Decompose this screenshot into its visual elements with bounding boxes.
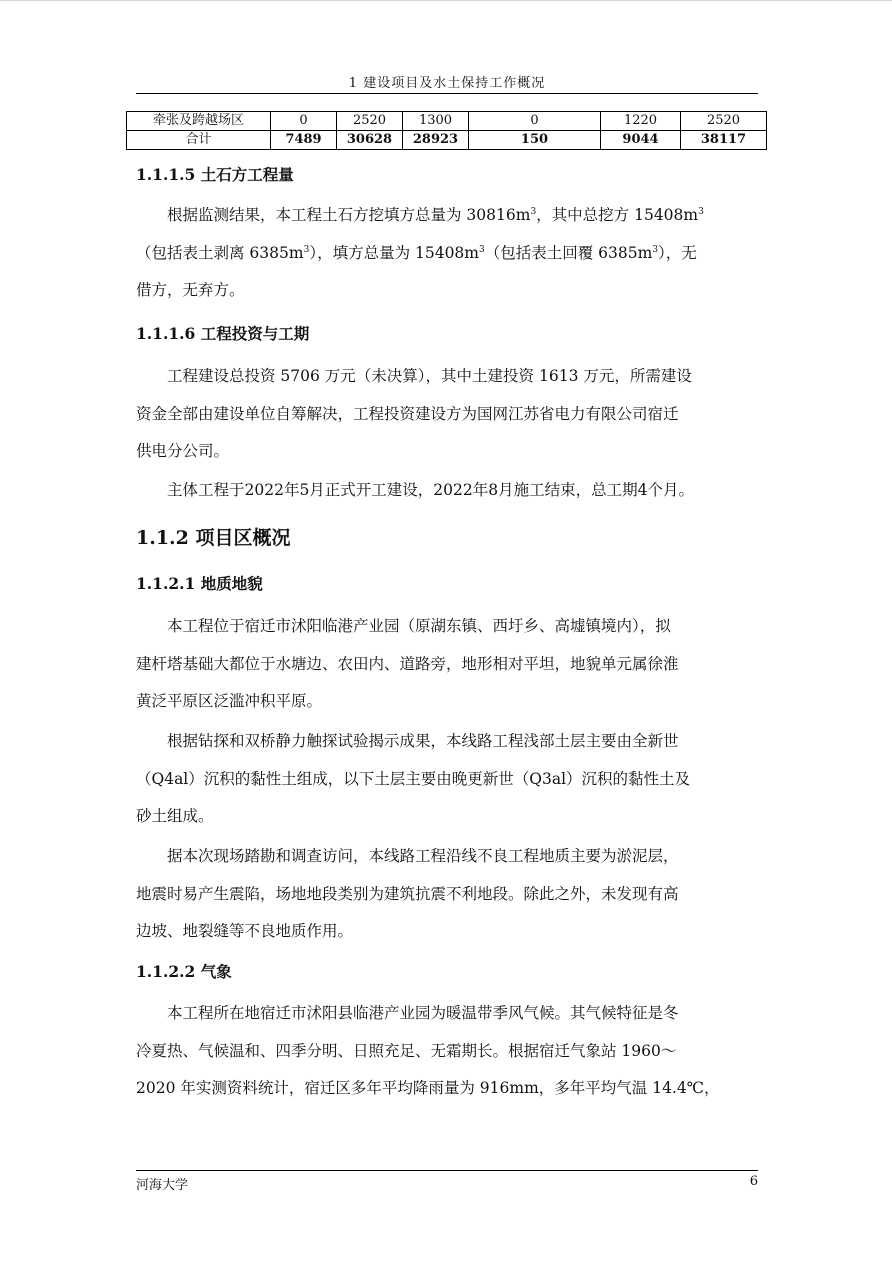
table-cell: 0 [469,112,601,131]
table-cell: 9044 [601,131,681,150]
table-cell: 7489 [271,131,337,150]
running-header: 1 建设项目及水土保持工作概况 [348,76,546,91]
earthwork-paragraph: 根据监测结果，本工程土石方挖填方总量为 $30816m^3$，其中总挖方 $15408m^3$ （包括表土剥离 $6385m^3$），填方总量为 $15408m^3$（包括表土回覆 $6385m^3$），无 借方，无弃方。 [136,206,704,299]
section-heading-1116: 1.1.1.6 工程投资与工期 [136,324,310,343]
page-number: 6 [749,1174,758,1189]
table-cell: 28923 [403,131,469,150]
section-heading-1122: 1.1.2.2 气象 [136,962,232,981]
table-cell: 2520 [681,112,767,131]
table-row [127,112,767,131]
earthwork-table [126,111,767,150]
section-heading-1121: 1.1.2.1 地质地貌 [136,574,263,593]
header-rule [136,93,758,94]
climate-paragraph: 本工程所在地宿迁市沭阳县临港产业园为暖温带季风气候。其气候特征是冬 冷夏热、气候温和、四季分明、日照充足、无霜期长。根据宿迁气象站 1960～ 2020 年实测资料统计，宿迁区多年平均降雨量为 916mm，多年平均气温 14.4℃， [136,1004,720,1097]
page-top-border [0,0,892,1]
geology-paragraph-2: 根据钻探和双桥静力触探试验揭示成果，本线路工程浅部土层主要由全新世 （Q4al）沉积的黏性土组成，以下土层主要由晚更新世（Q3al）沉积的黏性土及 砂土组成。 [136,732,691,825]
investment-paragraph: 工程建设总投资 5706 万元（未决算），其中土建投资 1613 万元，所需建设 资金全部由建设单位自筹解决，工程投资建设方为国网江苏省电力有限公司宿迁 供电分公司。 [136,367,692,460]
geology-paragraph-1: 本工程位于宿迁市沭阳临港产业园（原湖东镇、西圩乡、高墟镇境内），拟 建杆塔基础大都位于水塘边、农田内、道路旁，地形相对平坦，地貌单元属徐淮 黄泛平原区泛滥冲积平原。 [136,617,679,710]
footer-rule [136,1170,758,1171]
table-cell: 38117 [681,131,767,150]
footer-organization: 河海大学 [136,1178,189,1193]
table-cell-area: 合计 [127,131,271,150]
section-heading-1115: 1.1.1.5 土石方工程量 [136,165,294,184]
table-cell: 1220 [601,112,681,131]
schedule-paragraph: 主体工程于2022年5月正式开工建设，2022年8月施工结束，总工期4个月。 [167,481,694,499]
geology-paragraph-3: 据本次现场踏勘和调查访问，本线路工程沿线不良工程地质主要为淤泥层， 地震时易产生震陷，场地地段类别为建筑抗震不利地段。除此之外，未发现有高 边坡、地裂缝等不良地质作用。 [136,847,679,940]
table-cell: 1300 [403,112,469,131]
section-heading-112: 1.1.2 项目区概况 [136,527,291,549]
table-row-total [127,131,767,150]
table-cell: 0 [271,112,337,131]
table-cell-area: 牵张及跨越场区 [127,112,271,131]
table-cell: 150 [469,131,601,150]
table-cell: 30628 [337,131,403,150]
table-cell: 2520 [337,112,403,131]
